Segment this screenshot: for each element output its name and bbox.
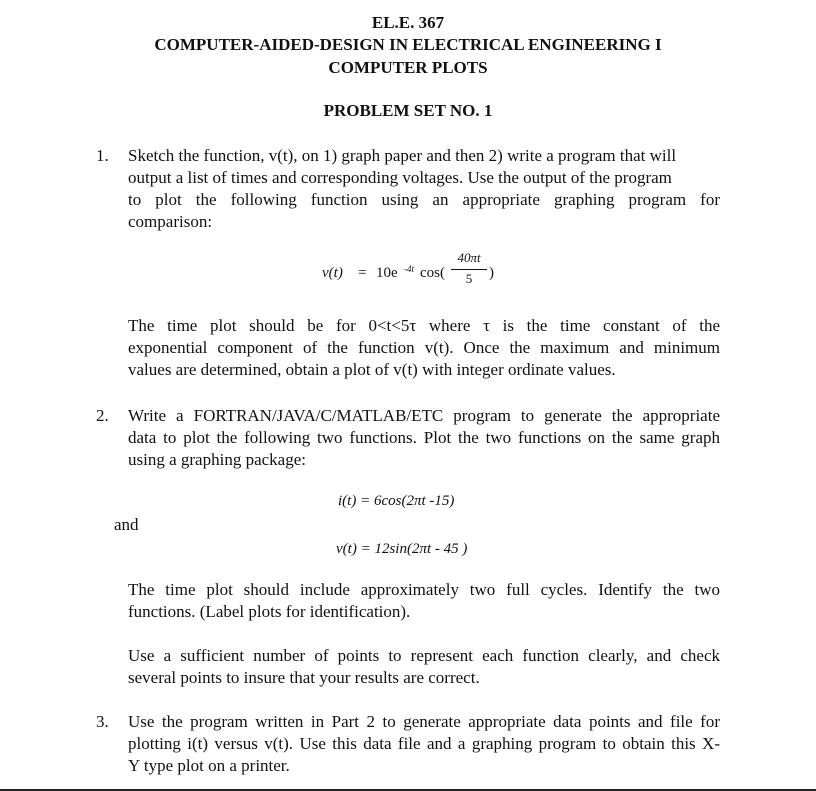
- fraction-numerator: 40πt: [457, 250, 481, 265]
- equation-i-t: i(t) = 6cos(2πt -15): [338, 493, 455, 509]
- problem-3-text: [128, 711, 720, 777]
- text-line: plotting i(t) versus v(t). Use this data file and a graphing program to obtain this X-: [128, 734, 720, 753]
- fraction-denominator: 5: [465, 271, 473, 286]
- document-subtitle: COMPUTER PLOTS: [328, 58, 488, 77]
- fraction-bar: [451, 269, 487, 270]
- text-line: data to plot the following two functions. Plot the two functions on the same graph: [128, 428, 720, 447]
- text-line: to plot the following function using an appropriate graphing program for: [128, 190, 720, 209]
- equation-coefficient: 10e: [376, 265, 398, 281]
- text-line: output a list of times and corresponding voltages. Use the output of the program: [128, 168, 672, 187]
- text-line: using a graphing package:: [128, 450, 306, 469]
- problem-2-followup: [128, 579, 720, 623]
- course-title: COMPUTER-AIDED-DESIGN IN ELECTRICAL ENGINEERING I: [154, 35, 662, 54]
- equation-close-paren: ): [489, 265, 494, 281]
- equals-sign: =: [358, 265, 367, 281]
- text-line: The time plot should include approximately two full cycles. Identify the two: [128, 580, 720, 599]
- equation-lhs: v(t): [322, 265, 343, 281]
- and-label: and: [114, 515, 139, 534]
- text-line: values are determined, obtain a plot of v(t) with integer ordinate values.: [128, 360, 616, 379]
- problem-number: 3.: [96, 712, 109, 731]
- text-line: functions. (Label plots for identification).: [128, 602, 411, 621]
- text-line: Use a sufficient number of points to represent each function clearly, and check: [128, 646, 720, 665]
- equation-function: cos(: [420, 265, 445, 281]
- equation-exponent: -4t: [404, 264, 414, 274]
- text-line: comparison:: [128, 212, 213, 231]
- text-line: The time plot should be for 0<t<5τ where τ is the time constant of the: [128, 316, 720, 335]
- course-code: EL.E. 367: [371, 13, 445, 32]
- text-line: Use the program written in Part 2 to generate appropriate data points and file for: [128, 712, 720, 731]
- problem-2-note: [128, 645, 720, 689]
- equation-v-t-2: v(t) = 12sin(2πt - 45 ): [336, 541, 468, 557]
- problem-number: 2.: [96, 406, 109, 425]
- problem-set-title: PROBLEM SET NO. 1: [323, 101, 493, 120]
- text-line: Write a FORTRAN/JAVA/C/MATLAB/ETC program to generate the appropriate: [128, 406, 720, 425]
- text-line: Sketch the function, v(t), on 1) graph paper and then 2) write a program that will: [128, 146, 677, 165]
- text-line: several points to insure that your results are correct.: [128, 668, 480, 687]
- problem-2-text: [128, 405, 720, 471]
- text-line: Y type plot on a printer.: [128, 756, 290, 775]
- problem-1-followup: [128, 315, 720, 381]
- text-line: exponential component of the function v(t). Once the maximum and minimum: [128, 338, 720, 357]
- problem-1-text: [128, 145, 720, 233]
- problem-number: 1.: [96, 146, 109, 165]
